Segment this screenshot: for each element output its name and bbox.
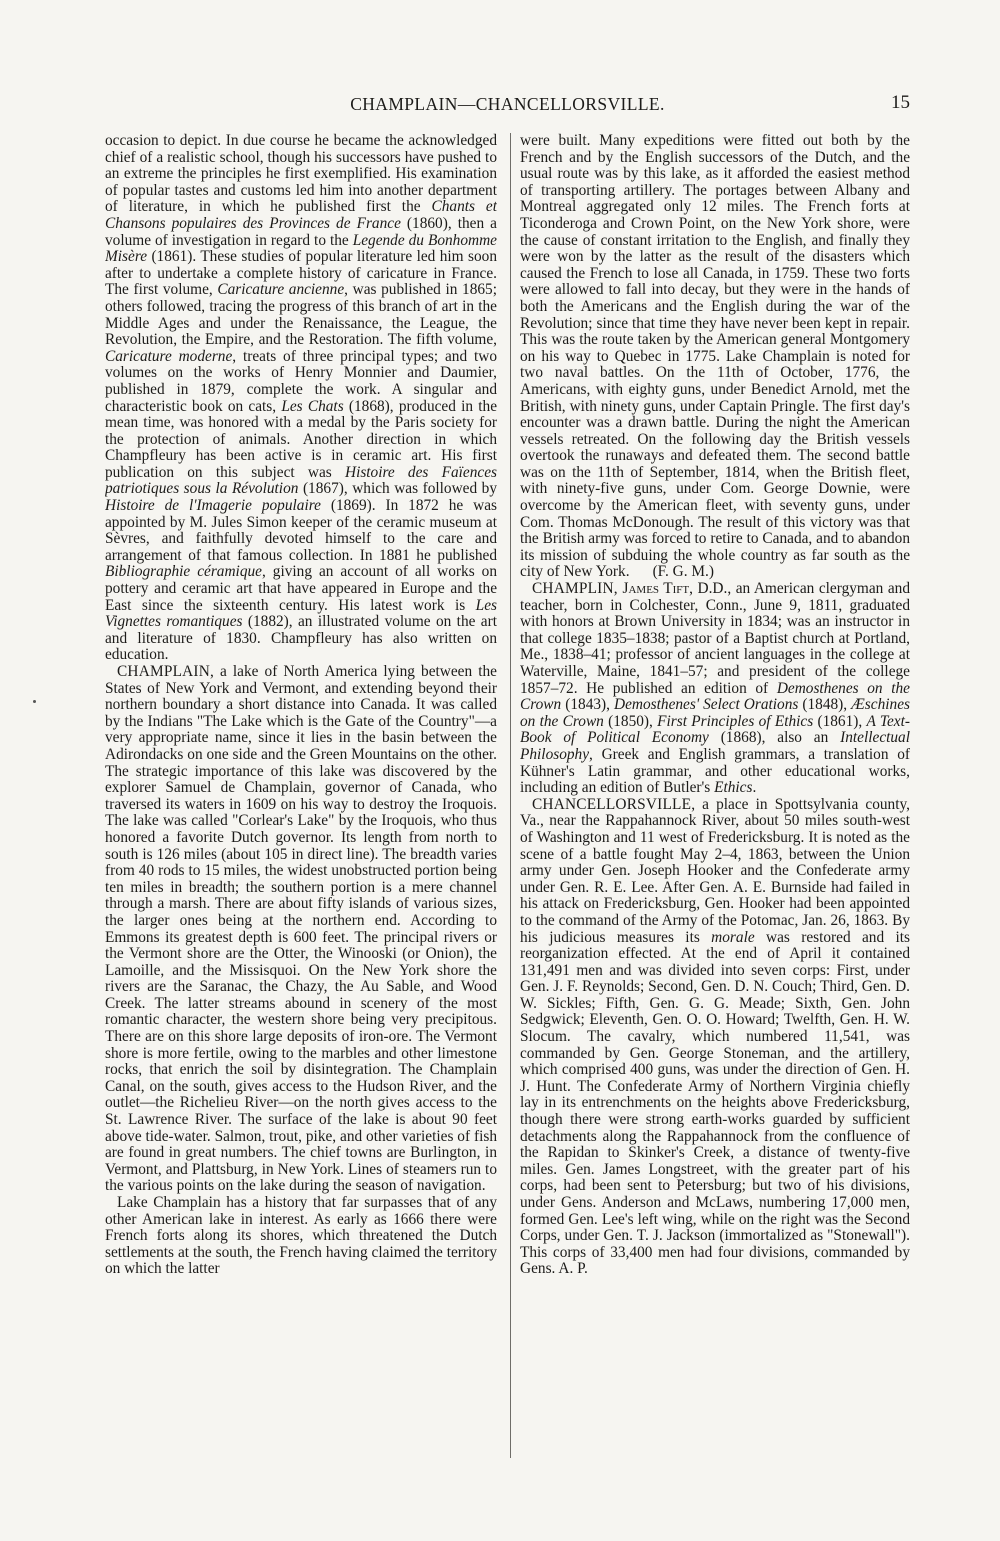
margin-speck [33, 700, 36, 703]
running-head [105, 92, 910, 118]
author-signature: (F. G. M.) [652, 563, 714, 581]
page-title: CHAMPLAIN—CHANCELLORSVILLE. [350, 94, 665, 114]
entry-champlin-james-tift: CHAMPLIN, James Tift, D.D., an American clergyman and teacher, born in Colchester, Conn., June 9, 1811, graduated with honors at Brown University in 1834; was an instructor in that college 1835–1838; pastor of a Baptist church at Portland, Me., 1838–41; professor of ancient languages in the college at Waterville, Maine, 1841–57; and president of the college 1857–72. He published an edition of Demosthenes on the Crown (1843), Demosthenes' Select Orations (1848), Æschines on the Crown (1850), First Principles of Ethics (1861), A Text-Book of Political Economy (1868), also an Intellectual Philosophy, Greek and English grammars, a translation of Kühner's Latin grammar, and other educational works, including an edition of Butler's Ethics. [520, 580, 910, 797]
page-number: 15 [891, 92, 910, 113]
entry-headword: CHAMPLIN, [532, 580, 623, 598]
paragraph-champfleury-continued: occasion to depict. In due course he became the acknowledged chief of a realistic school, though his successors have pushed to an extreme the principles he first exemplified. His examination of popular tastes and customs led him into another department of literature, in which he published first the Chants et Chansons populaires des Provinces de France (1860), then a volume of investigation in regard to the Legende du Bonhomme Misère (1861). These studies of popular literature led him soon after to undertake a complete history of caricature in France. The first volume, Caricature ancienne, was published in 1865; others followed, tracing the progress of this branch of art in the Middle Ages and under the Renaissance, the League, the Revolution, the Empire, and the Restoration. The fifth volume, Caricature moderne, treats of three principal types; and two volumes on the works of Henry Monnier and Daumier, published in 1879, complete the work. A singular and characteristic book on cats, Les Chats (1868), produced in the mean time, was honored with a medal by the Paris society for the protection of animals. Another direction in which Champfleury has been active is in ceramic art. His first publication on this subject was Histoire des Faïences patriotiques sous la Révolution (1867), which was followed by Histoire de l'Imagerie populaire (1869). In 1872 he was appointed by M. Jules Simon keeper of the ceramic museum at Sèvres, and faithfully devoted himself to the care and arrangement of that famous collection. In 1881 he published Bibliographie céramique, giving an account of all works on pottery and ceramic art that have appeared in Europe and the East since the sixteenth century. His latest work is Les Vignettes romantiques (1882), an illustrated volume on the art and literature of 1830. Champfleury has also written on education. [105, 133, 497, 664]
column-divider [510, 133, 511, 1458]
entry-headword: CHANCELLORSVILLE [532, 795, 692, 813]
right-column [520, 133, 910, 1458]
paragraph-champlain-history-continued: were built. Many expeditions were fitted out both by the French and by the English successors of the Dutch, and the usual route was by this lake, as it afforded the easiest method of transporting artillery. The portages between Albany and Montreal aggregated only 12 miles. The French forts at Ticonderoga and Crown Point, on the New York shore, were the cause of constant irritation to the English, and finally they were won by the latter as the result of the disasters which caused the French to lose all Canada, in 1759. These two forts were allowed to fall into decay, but they were in the hands of both the Americans and the English during the war of the Revolution; since that time they have never been kept in repair. This was the route taken by the American general Montgomery on his way to Quebec in 1775. Lake Champlain is noted for two naval battles. On the 11th of October, 1776, the Americans, with eighty guns, under Benedict Arnold, met the British, with ninety guns, under Captain Pringle. The first day's encounter was a drawn battle. During the night the American vessels retreated. On the following day the British vessels overtook the runaways and defeated them. The second battle was on the 11th of September, 1814, when the British fleet, with ninety-five guns, under Com. George Downie, were overcome by the American fleet, with seventy guns, under Com. Thomas McDonough. The result of this victory was that the British army was forced to retire to Canada, and to abandon its mission of subduing the whole country as far south as the city of New York. (F. G. M.) [520, 133, 910, 581]
entry-champlain-lake: CHAMPLAIN, a lake of North America lying between the States of New York and Vermont, and extending beyond their northern boundary a short distance into Canada. It was called by the Indians "The Lake which is the Gate of the Country"—a very appropriate name, since it lies in the basin between the Adirondacks on one side and the Green Mountains on the other. The strategic importance of this lake was discovered by the explorer Samuel de Champlain, governor of Canada, who traversed its waters in 1609 on his way to destroy the Iroquois. The lake was called "Corlear's Lake" by the Iroquois, who thus honored a favorite Dutch governor. Its length from north to south is 126 miles (about 105 in direct line). The breadth varies from 40 rods to 15 miles, the widest unobstructed portion being ten miles in breadth; the southern portion is a mere channel through a marsh. There are about fifty islands of various sizes, the larger ones being at the northern end. According to Emmons its greatest depth is 600 feet. The principal rivers or the Vermont shore are the Otter, the Winooski (or Onion), the Lamoille, and the Missisquoi. On the New York shore the rivers are the Saranac, the Chazy, the Au Sable, and Wood Creek. The latter streams abound in scenery of the most romantic character, the western shore being very precipitous. There are on this shore large deposits of iron-ore. The Vermont shore is more fertile, owing to the marbles and other limestone rocks, that enrich the soil by disintegration. The Champlain Canal, on the south, gives access to the Hudson River, and the outlet—the Richelieu River—on the north gives access to the St. Lawrence River. The surface of the lake is about 90 feet above tide-water. Salmon, trout, pike, and other varieties of fish are found in great numbers. The chief towns are Burlington, in Vermont, and Plattsburg, in New York. Lines of steamers run to the various points on the lake during the season of navigation. [105, 663, 497, 1195]
left-column [105, 133, 497, 1458]
entry-chancellorsville: CHANCELLORSVILLE, a place in Spottsylvania county, Va., near the Rappahannock River, about 50 miles south-west of Washington and 11 west of Fredericksburg. It is noted as the scene of a battle fought May 2–4, 1863, between the Union army under Gen. Joseph Hooker and the Confederate army under Gen. R. E. Lee. After Gen. A. E. Burnside had failed in his attack on Fredericksburg, Gen. Hooker had been appointed to the command of the Army of the Potomac, Jan. 26, 1863. By his judicious measures its morale was restored and its reorganization effected. At the end of April it contained 131,491 men and was divided into seven corps: First, under Gen. J. F. Reynolds; Second, Gen. D. N. Couch; Third, Gen. D. W. Sickles; Fifth, Gen. G. G. Meade; Sixth, Gen. John Sedgwick; Eleventh, Gen. O. O. Howard; Twelfth, Gen. H. W. Slocum. The cavalry, which numbered 11,541, was commanded by Gen. George Stoneman, and the artillery, which comprised 400 guns, was under the direction of Gen. H. J. Hunt. The Confederate Army of Northern Virginia chiefly lay in its entrenchments on the heights above Fredericksburg, though there were strong earth-works guarded by sufficient detachments along the Rappahannock from the confluence of the Rapidan to Skinker's Creek, a distance of twenty-five miles. Gen. James Longstreet, with the greater part of his corps, had been sent to Petersburg; but two of his divisions, under Gens. Anderson and McLaws, numbering 17,000 men, formed Gen. Lee's left wing, while on the right was the Second Corps, under Gen. T. J. Jackson (immortalized as "Stonewall"). This corps of 33,400 men had four divisions, commanded by Gens. A. P. [520, 795, 910, 1278]
paragraph-champlain-history: Lake Champlain has a history that far surpasses that of any other American lake in interest. As early as 1666 there were French forts along its shores, which threatened the Dutch settlements at the south, the French having claimed the territory on which the latter [105, 1194, 497, 1278]
entry-headword: CHAMPLAIN [117, 663, 211, 680]
